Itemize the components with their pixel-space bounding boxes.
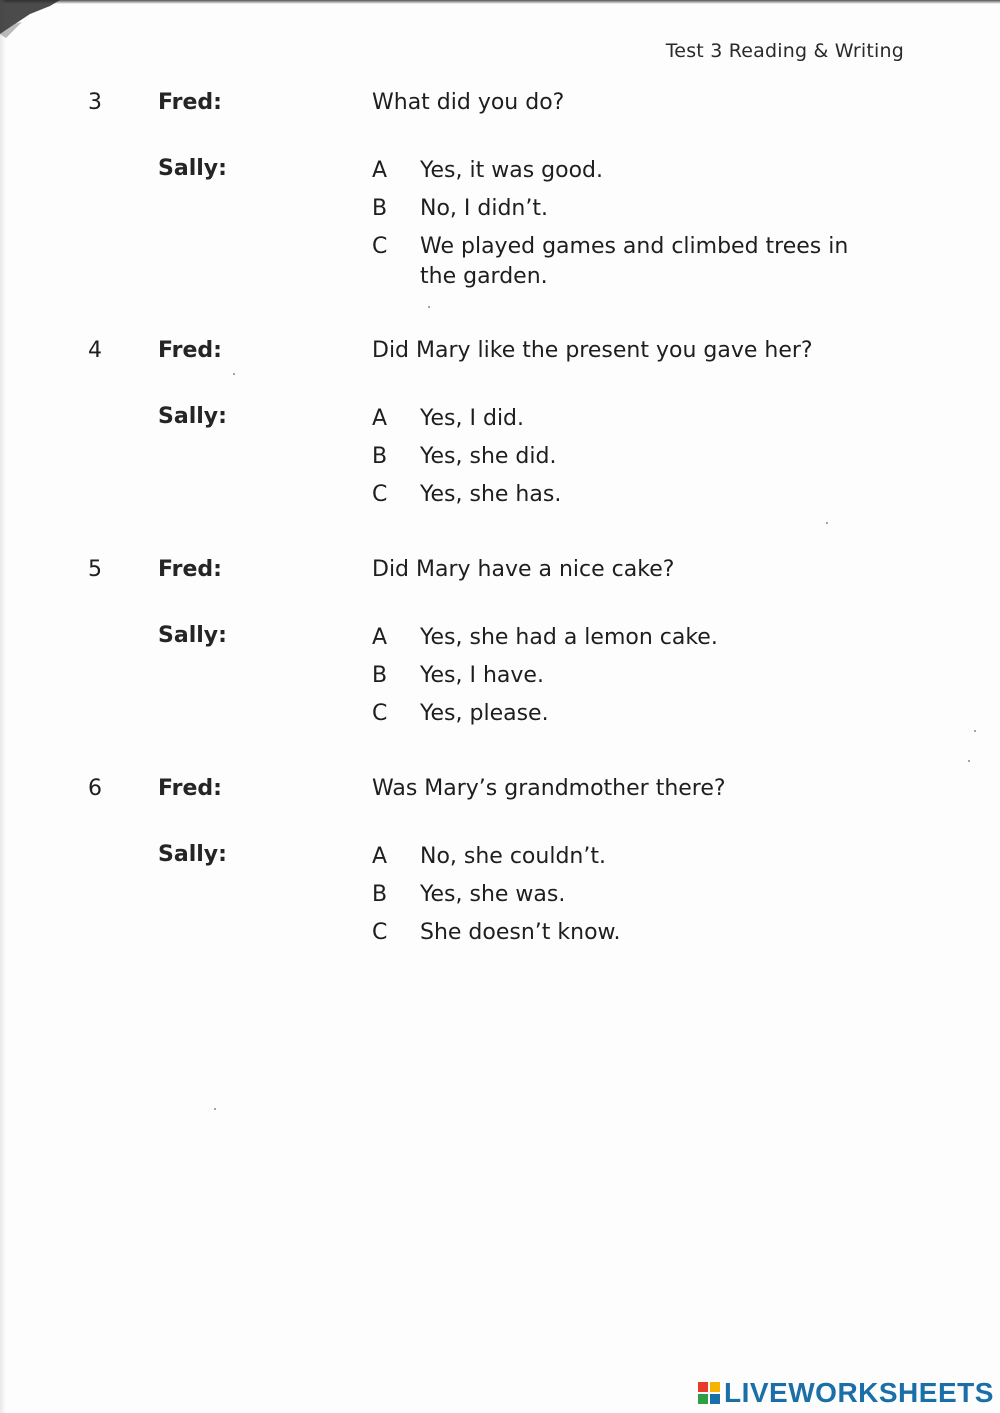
answer-option-b[interactable] bbox=[372, 661, 892, 691]
speaker-sally-label: Sally: bbox=[158, 842, 227, 867]
scan-speck bbox=[428, 306, 430, 308]
scan-speck bbox=[214, 1108, 216, 1110]
option-letter: C bbox=[372, 234, 388, 259]
fred-prompt: Did Mary have a nice cake? bbox=[372, 557, 675, 582]
answer-options bbox=[372, 623, 892, 737]
option-text: Yes, I have. bbox=[420, 663, 544, 688]
scan-speck bbox=[968, 760, 970, 762]
option-text: Yes, please. bbox=[420, 701, 549, 726]
speaker-fred-label: Fred: bbox=[158, 776, 222, 801]
logo-square-red bbox=[698, 1382, 708, 1392]
option-text: Yes, she did. bbox=[420, 444, 557, 469]
question-number: 6 bbox=[88, 776, 102, 801]
option-letter: B bbox=[372, 882, 388, 907]
answer-option-c[interactable] bbox=[372, 480, 892, 510]
speaker-fred-label: Fred: bbox=[158, 90, 222, 115]
answer-options bbox=[372, 156, 892, 300]
answer-options bbox=[372, 842, 892, 956]
answer-option-a[interactable] bbox=[372, 404, 892, 434]
answer-option-b[interactable] bbox=[372, 880, 892, 910]
answer-options bbox=[372, 404, 892, 518]
option-text: We played games and climbed trees in the garden. bbox=[420, 234, 849, 289]
answer-option-b[interactable] bbox=[372, 442, 892, 472]
speaker-sally-label: Sally: bbox=[158, 156, 227, 181]
scan-left-edge bbox=[0, 0, 6, 1413]
answer-option-c[interactable] bbox=[372, 918, 892, 948]
option-letter: B bbox=[372, 663, 388, 688]
speaker-sally-label: Sally: bbox=[158, 623, 227, 648]
option-letter: A bbox=[372, 406, 388, 431]
fred-prompt: Did Mary like the present you gave her? bbox=[372, 338, 813, 363]
option-letter: A bbox=[372, 625, 388, 650]
scan-speck bbox=[974, 730, 976, 732]
page-header: Test 3 Reading & Writing bbox=[665, 40, 904, 62]
liveworksheets-logo-icon bbox=[698, 1382, 720, 1404]
scan-speck bbox=[233, 373, 235, 375]
option-letter: C bbox=[372, 920, 388, 945]
liveworksheets-logo bbox=[698, 1377, 994, 1409]
option-text: Yes, she has. bbox=[420, 482, 562, 507]
speaker-fred-label: Fred: bbox=[158, 557, 222, 582]
answer-option-b[interactable] bbox=[372, 194, 892, 224]
option-text: Yes, I did. bbox=[420, 406, 525, 431]
question-number: 5 bbox=[88, 557, 102, 582]
option-text: Yes, she had a lemon cake. bbox=[420, 625, 718, 650]
question-number: 3 bbox=[88, 90, 102, 115]
answer-option-a[interactable] bbox=[372, 842, 892, 872]
option-text: No, she couldn’t. bbox=[420, 844, 606, 869]
option-letter: C bbox=[372, 482, 388, 507]
option-letter: B bbox=[372, 444, 388, 469]
option-letter: B bbox=[372, 196, 388, 221]
option-letter: C bbox=[372, 701, 388, 726]
option-text: She doesn’t know. bbox=[420, 920, 621, 945]
option-letter: A bbox=[372, 158, 388, 183]
speaker-fred-label: Fred: bbox=[158, 338, 222, 363]
logo-square-blue bbox=[710, 1394, 720, 1404]
scan-top-edge bbox=[0, 0, 1000, 4]
option-text: No, I didn’t. bbox=[420, 196, 548, 221]
answer-option-a[interactable] bbox=[372, 623, 892, 653]
question-number: 4 bbox=[88, 338, 102, 363]
scan-corner-mark bbox=[0, 0, 60, 40]
speaker-sally-label: Sally: bbox=[158, 404, 227, 429]
answer-option-a[interactable] bbox=[372, 156, 892, 186]
option-text: Yes, she was. bbox=[420, 882, 566, 907]
logo-square-green bbox=[698, 1394, 708, 1404]
fred-prompt: Was Mary’s grandmother there? bbox=[372, 776, 726, 801]
option-letter: A bbox=[372, 844, 388, 869]
fred-prompt: What did you do? bbox=[372, 90, 565, 115]
scan-speck bbox=[826, 522, 828, 524]
liveworksheets-logo-text: LIVEWORKSHEETS bbox=[724, 1377, 994, 1408]
answer-option-c[interactable] bbox=[372, 699, 892, 729]
option-text: Yes, it was good. bbox=[420, 158, 604, 183]
answer-option-c[interactable] bbox=[372, 232, 892, 292]
logo-square-yellow bbox=[710, 1382, 720, 1392]
